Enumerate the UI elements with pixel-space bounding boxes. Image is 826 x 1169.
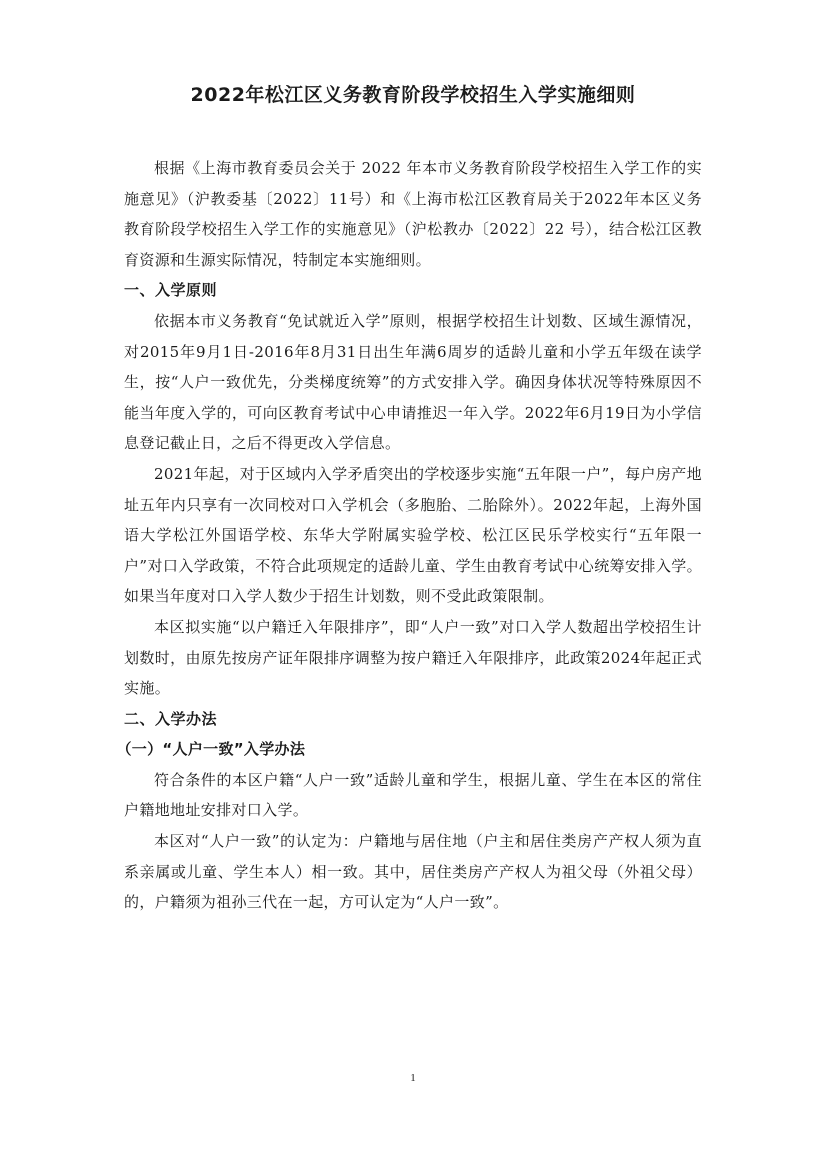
paragraph-admission-principles-3: 本区拟实施“以户籍迁入年限排序”，即“人户一致”对口入学人数超出学校招生计划数时，由原先按房产证年限排序调整为按户籍迁入年限排序，此政策2024年起正式实施。 (124, 617, 702, 698)
paragraph-admission-methods-1: 符合条件的本区户籍“人户一致”适龄儿童和学生，根据儿童、学生在本区的常住户籍地地址安排对口入学。 (124, 770, 702, 820)
paragraph-admission-principles-2: 2021年起，对于区域内入学矛盾突出的学校逐步实施“五年限一户”，每户房产地址五年内只享有一次同校对口入学机会（多胞胎、二胎除外）。2022年起，上海外国语大学松江外国语学校、东华大学附属实验学校、松江区民乐学校实行“五年限一户”对口入学政策，不符合此项规定的适龄儿童、学生由教育考试中心统筹安排入学。如果当年度对口入学人数少于招生计划数，则不受此政策限制。 (124, 464, 702, 606)
page-title: 2022年松江区义务教育阶段学校招生入学实施细则 (190, 84, 636, 106)
paragraph-admission-principles-1: 依据本市义务教育“免试就近入学”原则，根据学校招生计划数、区域生源情况，对2015年9月1日-2016年8月31日出生年满6周岁的适龄儿童和小学五年级在读学生，按“人户一致优先，分类梯度统筹”的方式安排入学。确因身体状况等特殊原因不能当年度入学的，可向区教育考试中心申请推迟一年入学。2022年6月19日为小学信息登记截止日，之后不得更改入学信息。 (124, 311, 702, 453)
section-heading-admission-principles: 一、入学原则 (124, 281, 218, 300)
paragraph-admission-methods-2: 本区对“人户一致”的认定为：户籍地与居住地（户主和居住类房产产权人须为直系亲属或儿童、学生本人）相一致。其中，居住类房产产权人为祖父母（外祖父母）的，户籍须为祖孙三代在一起，方可认定为“人户一致”。 (124, 832, 702, 912)
intro-paragraph: 根据《上海市教育委员会关于 2022 年本市义务教育阶段学校招生入学工作的实施意见》（沪教委基〔2022〕11号）和《上海市松江区教育局关于2022年本区义务教育阶段学校招生入学工作的实施意见》（沪松教办〔2022〕22 号），结合松江区教育资源和生源实际情况，特制定本实施细则。 (124, 159, 702, 269)
page-number: 1 (410, 1072, 416, 1084)
subsection-heading-household-consistent: （一）“人户一致”入学办法 (116, 740, 306, 759)
document-body (116, 153, 702, 918)
section-heading-admission-methods: 二、入学办法 (124, 709, 218, 728)
